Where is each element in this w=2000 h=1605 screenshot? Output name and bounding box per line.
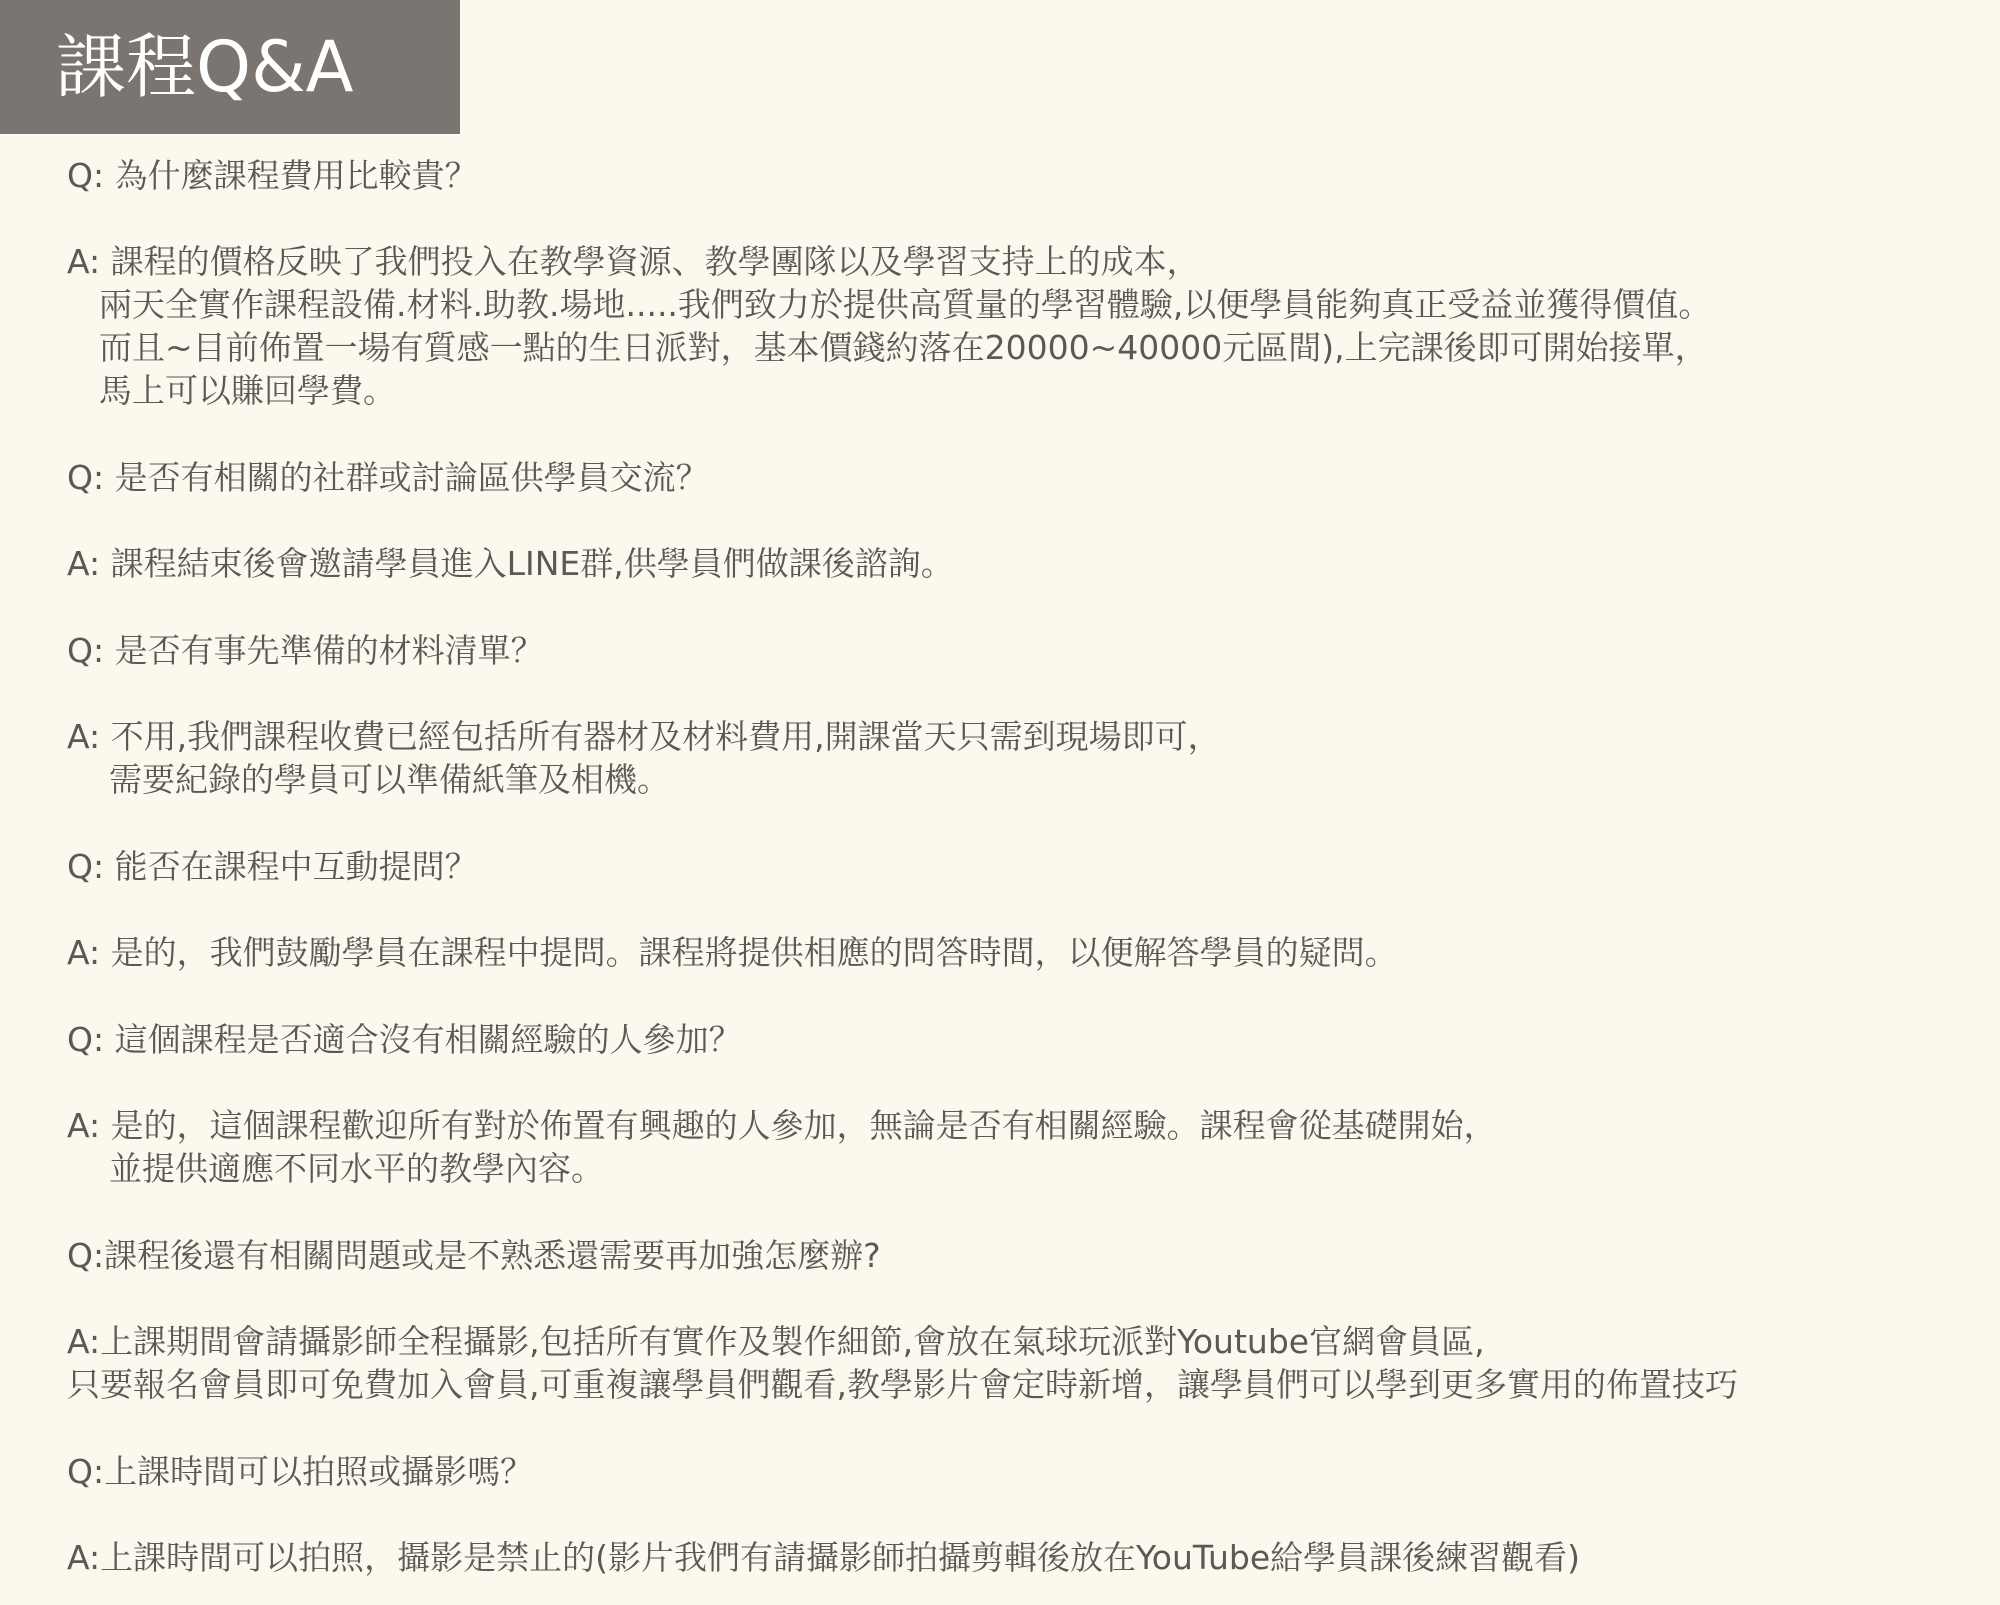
answer-text: A: 不用,我們課程收費已經包括所有器材及材料費用,開課當天只需到現場即可，	[67, 717, 1221, 756]
question-text: Q: 能否在課程中互動提問？	[67, 847, 478, 886]
answer-text: A: 課程的價格反映了我們投入在教學資源、教學團隊以及學習支持上的成本，	[67, 242, 1200, 281]
question-text: Q:課程後還有相關問題或是不熟悉還需要再加強怎麼辦?	[67, 1236, 881, 1275]
answer-text: 而且~目前佈置一場有質感一點的生日派對，基本價錢約落在20000~40000元區間),上完課後即可開始接單，	[99, 328, 1708, 367]
answer-text: A: 課程結束後會邀請學員進入LINE群,供學員們做課後諮詢。	[67, 544, 954, 583]
answer-text: A:上課時間可以拍照，攝影是禁止的(影片我們有請攝影師拍攝剪輯後放在YouTube給學員課後練習觀看)	[67, 1538, 1581, 1577]
answer-text: 馬上可以賺回學費。	[99, 371, 396, 410]
question-text: Q: 為什麼課程費用比較貴？	[67, 156, 478, 195]
answer-text: 並提供適應不同水平的教學內容。	[109, 1149, 604, 1188]
answer-text: A: 是的，我們鼓勵學員在課程中提問。課程將提供相應的問答時間，以便解答學員的疑問。	[67, 933, 1398, 972]
answer-text: A: 是的，這個課程歡迎所有對於佈置有興趣的人參加，無論是否有相關經驗。課程會從基礎開始，	[67, 1106, 1497, 1145]
question-text: Q:上課時間可以拍照或攝影嗎？	[67, 1452, 534, 1491]
title-banner	[0, 0, 460, 134]
page-title: 課程Q&A	[56, 26, 354, 108]
question-text: Q: 是否有事先準備的材料清單？	[67, 631, 544, 670]
answer-text: 只要報名會員即可免費加入會員,可重複讓學員們觀看,教學影片會定時新增，讓學員們可以學到更多實用的佈置技巧	[67, 1365, 1738, 1404]
question-text: Q: 這個課程是否適合沒有相關經驗的人參加？	[67, 1020, 742, 1059]
answer-text: 需要紀錄的學員可以準備紙筆及相機。	[109, 760, 670, 799]
answer-text: A:上課期間會請攝影師全程攝影,包括所有實作及製作細節,會放在氣球玩派對Youtube官網會員區,	[67, 1322, 1485, 1361]
question-text: Q: 是否有相關的社群或討論區供學員交流？	[67, 458, 709, 497]
answer-text: 兩天全實作課程設備.材料.助教.場地.....我們致力於提供高質量的學習體驗,以便學員能夠真正受益並獲得價值。	[99, 285, 1712, 324]
